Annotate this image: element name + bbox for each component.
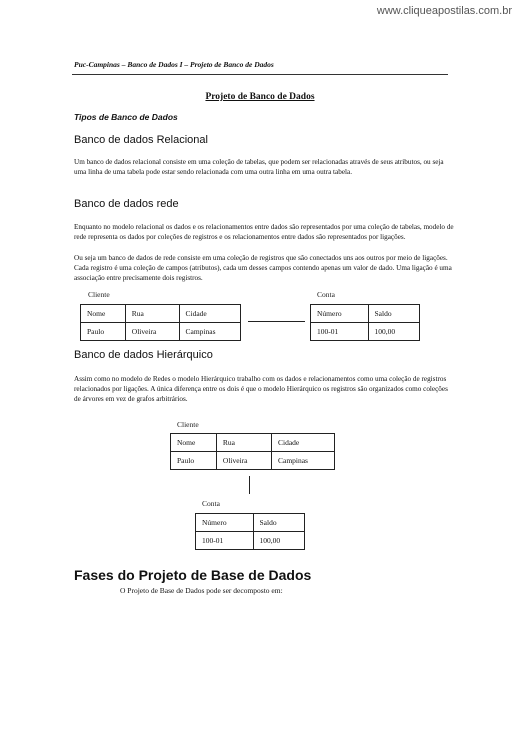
- phases-intro: O Projeto de Base de Dados pode ser decomposto em:: [120, 586, 283, 595]
- table-header-row: [196, 514, 305, 532]
- network-paragraph-2: Ou seja um banco de dados de rede consiste em uma coleção de registros que são conectados uns aos outros por meio de ligações. Cada registro é uma coleção de campos (atributos), cada um desses campos contendo apenas um valor de dado. Uma ligação é uma associação entre precisamente dois registros.: [74, 254, 452, 282]
- section-subheading: Tipos de Banco de Dados: [74, 112, 178, 122]
- network-paragraph-1: Enquanto no modelo relacional os dados e os relacionamentos entre dados são representados por uma coleção de tabelas, modelo de rede representa os dados por coleções de registros e os relacionamentos entre dados são representados por ligações.: [74, 223, 454, 241]
- site-watermark: www.cliqueapostilas.com.br: [376, 5, 512, 17]
- running-header: Puc-Campinas – Banco de Dados I – Projeto de Banco de Dados: [74, 60, 274, 69]
- table-cell: Nome: [81, 305, 126, 323]
- table-row: [81, 323, 241, 341]
- table-cell: 100,00: [253, 532, 304, 550]
- hierarchical-conta-label: Conta: [202, 499, 220, 508]
- table-header-row: [311, 305, 420, 323]
- table-cell: Saldo: [368, 305, 419, 323]
- page-title: Projeto de Banco de Dados: [205, 92, 315, 102]
- network-cliente-label: Cliente: [88, 290, 110, 299]
- phases-heading: Fases do Projeto de Base de Dados: [74, 567, 312, 583]
- header-divider: [72, 74, 448, 75]
- network-heading: Banco de dados rede: [74, 198, 179, 210]
- hierarchical-cliente-label: Cliente: [177, 420, 199, 429]
- network-cliente-table: [80, 304, 241, 341]
- table-cell: Oliveira: [125, 323, 179, 341]
- table-cell: Rua: [216, 434, 271, 452]
- table-cell: 100-01: [196, 532, 254, 550]
- table-header-row: [81, 305, 241, 323]
- network-link-line: [248, 321, 305, 322]
- table-cell: Cidade: [271, 434, 334, 452]
- network-conta-label: Conta: [317, 290, 335, 299]
- table-cell: Nome: [171, 434, 217, 452]
- hierarchical-heading: Banco de dados Hierárquico: [74, 349, 213, 361]
- hierarchical-link-line: [249, 476, 250, 494]
- table-cell: Paulo: [81, 323, 126, 341]
- relational-heading: Banco de dados Relacional: [74, 134, 208, 146]
- table-cell: Cidade: [179, 305, 240, 323]
- table-row: [171, 452, 335, 470]
- table-cell: Oliveira: [216, 452, 271, 470]
- table-cell: Saldo: [253, 514, 304, 532]
- table-cell: Paulo: [171, 452, 217, 470]
- table-cell: 100,00: [368, 323, 419, 341]
- table-row: [196, 532, 305, 550]
- table-row: [311, 323, 420, 341]
- hierarchical-paragraph: Assim como no modelo de Redes o modelo Hierárquico trabalho com os dados e relacionamentos como uma coleção de registros relacionados por ligações. A única diferença entre os dois é que o modelo Hierárquico os registros são organizados como coleções de árvores em vez de grafos arbitrários.: [74, 375, 448, 403]
- table-cell: Campinas: [179, 323, 240, 341]
- network-conta-table: [310, 304, 420, 341]
- table-cell: Número: [196, 514, 254, 532]
- table-cell: 100-01: [311, 323, 369, 341]
- table-cell: Número: [311, 305, 369, 323]
- table-cell: Campinas: [271, 452, 334, 470]
- hierarchical-cliente-table: [170, 433, 335, 470]
- table-cell: Rua: [125, 305, 179, 323]
- hierarchical-conta-table: [195, 513, 305, 550]
- relational-paragraph: Um banco de dados relacional consiste em uma coleção de tabelas, que podem ser relacionadas através de seus atributos, ou seja uma linha de uma tabela pode estar sendo relacionada com uma outra linha em uma outra tabela.: [74, 158, 444, 176]
- table-header-row: [171, 434, 335, 452]
